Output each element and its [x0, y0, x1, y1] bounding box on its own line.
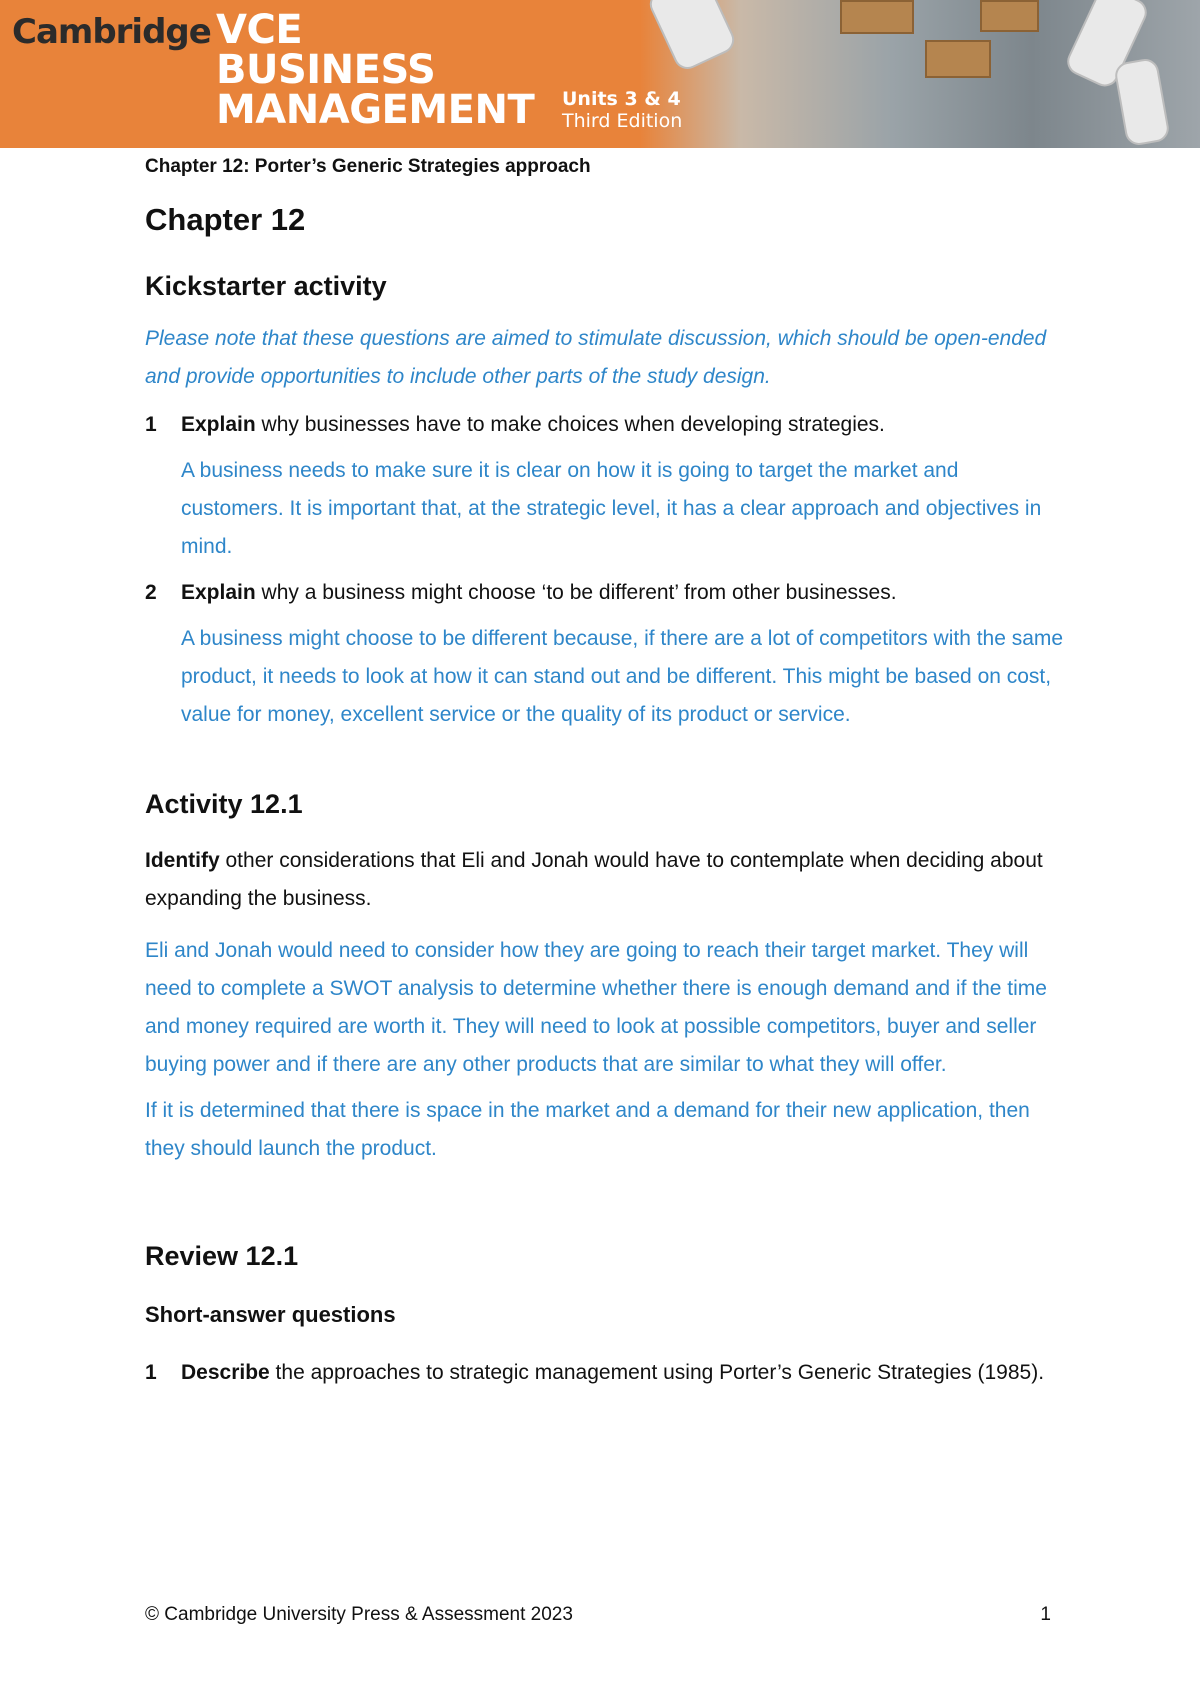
- answer-text: If it is determined that there is space in the market and a demand for their new application, then they should launch the product.: [145, 1099, 1030, 1160]
- question-number: 2: [145, 581, 157, 604]
- question-item: [145, 406, 1065, 566]
- question-text: [181, 574, 1065, 612]
- book-title-line: VCE: [216, 7, 303, 53]
- question-body: why businesses have to make choices when developing strategies.: [255, 413, 885, 436]
- page-footer: [145, 1604, 1051, 1626]
- edition-label: Third Edition: [562, 110, 683, 132]
- section-heading: Kickstarter activity: [145, 271, 387, 301]
- book-title-line: BUSINESS: [216, 47, 436, 93]
- cardboard-box-image: [840, 0, 914, 34]
- teacher-note: Please note that these questions are aimed to stimulate discussion, which should be open-ended and provide opportunities to include other parts of the study design.: [145, 327, 1047, 388]
- book-title-line: MANAGEMENT: [216, 87, 535, 133]
- question-body: the approaches to strategic management using Porter’s Generic Strategies (1985).: [269, 1361, 1045, 1384]
- running-head: Chapter 12: Porter’s Generic Strategies approach: [145, 156, 591, 177]
- book-title: [216, 7, 535, 133]
- activity-prompt: [145, 842, 1065, 918]
- section-heading: Review 12.1: [145, 1241, 299, 1271]
- command-verb: Explain: [181, 413, 256, 436]
- question-text: [181, 1354, 1065, 1392]
- question-number: 1: [145, 413, 157, 436]
- answer-text: Eli and Jonah would need to consider how they are going to reach their target market. They will need to complete a SWOT analysis to determine whether there is enough demand and if the time and money required are worth it. They will need to look at possible competitors, buyer and seller buying power and if there are any other products that are similar to what they will offer.: [145, 939, 1047, 1076]
- answer-text: A business needs to make sure it is clear on how it is going to target the market and customers. It is important that, at the strategic level, it has a clear approach and objectives in mind.: [181, 459, 1042, 558]
- question-body: why a business might choose ‘to be different’ from other businesses.: [255, 581, 897, 604]
- answer-text: A business might choose to be different because, if there are a lot of competitors with the same product, it needs to look at how it can stand out and be different. This might be based on cost, value for money, excellent service or the quality of its product or service.: [181, 627, 1064, 726]
- page-number: 1: [1040, 1604, 1051, 1625]
- brand-logo: Cambridge: [12, 12, 211, 52]
- header-banner: [0, 0, 1200, 148]
- section-heading: Activity 12.1: [145, 789, 303, 819]
- cardboard-box-image: [980, 0, 1039, 32]
- question-text: [181, 406, 1065, 444]
- edition-info: [562, 88, 682, 132]
- chapter-title: Chapter 12: [145, 202, 306, 237]
- question-item: [145, 1354, 1065, 1392]
- subsection-heading: Short-answer questions: [145, 1302, 396, 1327]
- question-number: 1: [145, 1361, 157, 1384]
- cardboard-box-image: [925, 40, 991, 78]
- copyright-notice: © Cambridge University Press & Assessment 2023: [145, 1604, 573, 1625]
- command-verb: Explain: [181, 581, 256, 604]
- command-verb: Describe: [181, 1361, 270, 1384]
- activity-prompt-body: other considerations that Eli and Jonah would have to contemplate when deciding about expanding the business.: [145, 849, 1043, 910]
- question-item: [145, 574, 1065, 734]
- units-label: Units 3 & 4: [562, 88, 681, 110]
- command-verb: Identify: [145, 849, 220, 872]
- main-content: [145, 196, 1065, 1392]
